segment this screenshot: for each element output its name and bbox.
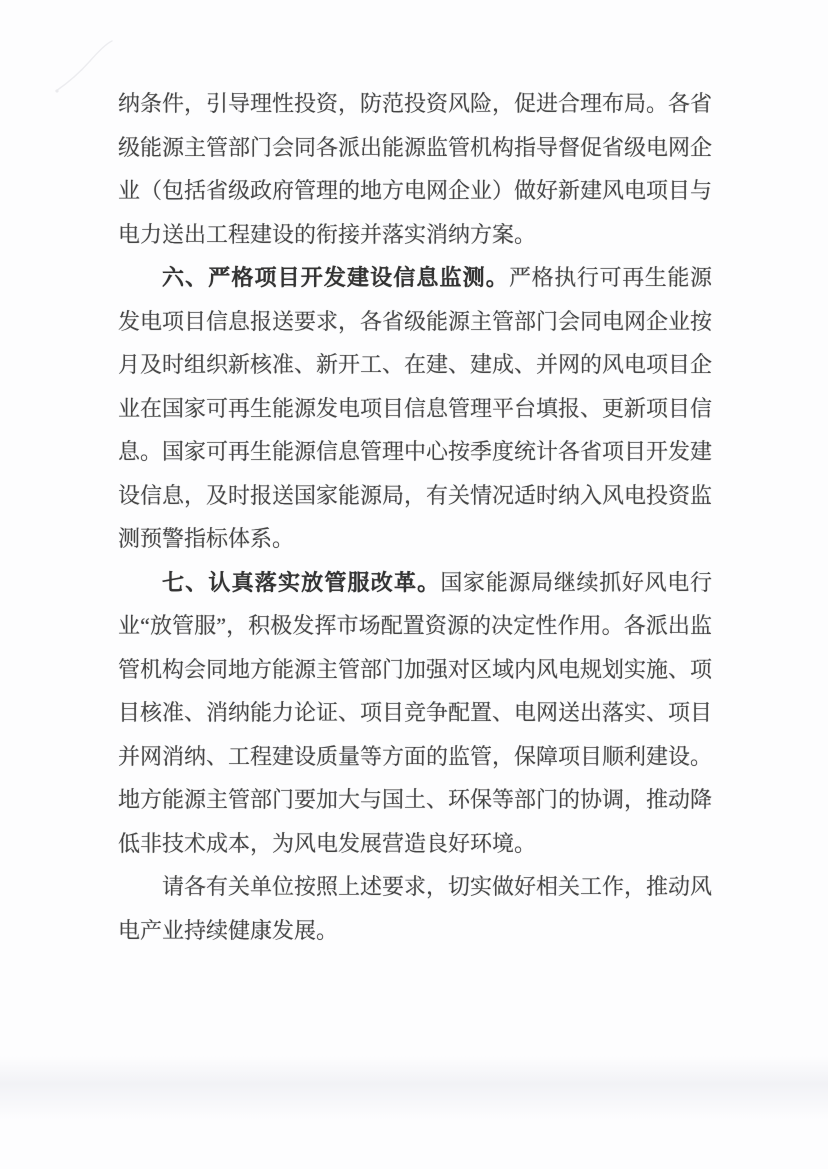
document-body	[118, 82, 712, 952]
paragraph	[118, 561, 712, 866]
paragraph	[118, 865, 712, 952]
paragraph	[118, 82, 712, 256]
scan-shadow-band	[0, 1056, 828, 1126]
section-heading: 六、严格项目开发建设信息监测。	[162, 265, 509, 290]
text-segment: 请各有关单位按照上述要求，切实做好相关工作，推动风电产业持续健康发展。	[118, 874, 713, 943]
text-segment: 纳条件，引导理性投资，防范投资风险，促进合理布局。各省级能源主管部门会同各派出能源监管机构指导督促省级电网企业（包括省级政府管理的地方电网企业）做好新建风电项目与电力送出工程建设的衔接并落实消纳方案。	[118, 91, 713, 247]
text-segment: 严格执行可再生能源发电项目信息报送要求，各省级能源主管部门会同电网企业按月及时组织新核准、新开工、在建、建成、并网的风电项目企业在国家可再生能源发电项目信息管理平台填报、更新项目信息。国家可再生能源信息管理中心按季度统计各省项目开发建设信息，及时报送国家能源局，有关情况适时纳入风电投资监测预警指标体系。	[118, 265, 713, 551]
scan-scratch-artifact	[50, 33, 120, 98]
text-segment: 国家能源局继续抓好风电行业“放管服”，积极发挥市场配置资源的决定性作用。各派出监管机构会同地方能源主管部门加强对区域内风电规划实施、项目核准、消纳能力论证、项目竞争配置、电网送出落实、项目并网消纳、工程建设质量等方面的监管，保障项目顺利建设。地方能源主管部门要加大与国土、环保等部门的协调，推动降低非技术成本，为风电发展营造良好环境。	[118, 569, 713, 856]
paragraph	[118, 256, 712, 561]
section-heading: 七、认真落实放管服改革。	[162, 569, 441, 595]
